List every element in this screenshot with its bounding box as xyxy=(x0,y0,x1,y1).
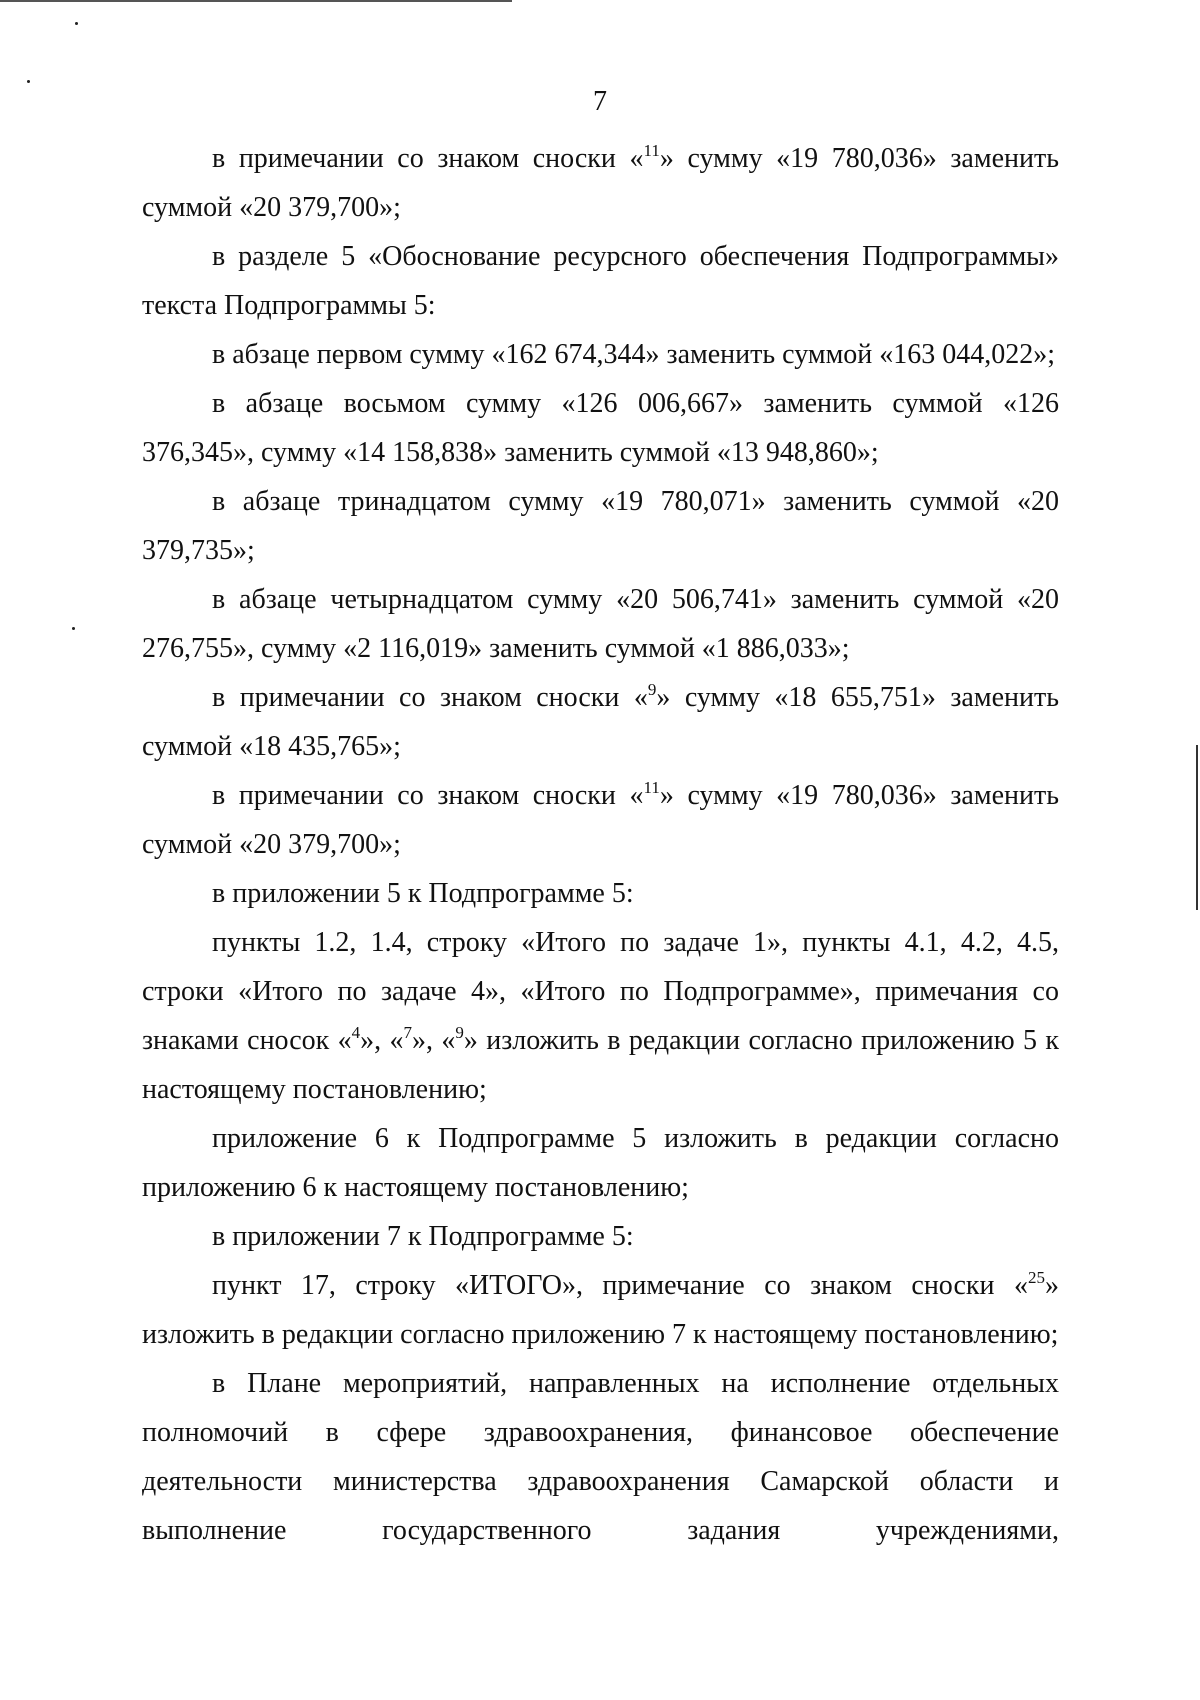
paragraph-text: в примечании со знаком сноски « xyxy=(212,143,644,174)
scan-top-rule xyxy=(0,0,512,2)
paragraph-text: », « xyxy=(360,1025,404,1056)
paragraph xyxy=(142,918,1059,1114)
paragraph xyxy=(142,134,1059,232)
paragraph-text: в примечании со знаком сноски « xyxy=(212,780,644,811)
paragraph-text: » сумму «18 655,751» заменить суммой «18 435,765»; xyxy=(142,682,1059,762)
scan-speck xyxy=(72,627,75,630)
paragraph-text: пункты 1.2, 1.4, строку «Итого по задаче 1», пункты 4.1, 4.2, 4.5, строки «Итого по задаче 4», «Итого по Подпрограмме», примечания со знаками сносок « xyxy=(142,927,1059,1056)
footnote-marker: 4 xyxy=(351,1023,361,1042)
footnote-marker: 9 xyxy=(647,680,657,699)
paragraph-text: приложение 6 к Подпрограмме 5 изложить в редакции согласно приложению 6 к настоящему постановлению; xyxy=(142,1123,1059,1203)
paragraph xyxy=(142,673,1059,771)
paragraph xyxy=(142,575,1059,673)
paragraph-text: » сумму «19 780,036» заменить суммой «20 379,700»; xyxy=(142,143,1059,223)
footnote-marker: 11 xyxy=(643,141,660,160)
paragraph-text: пункт 17, строку «ИТОГО», примечание со знаком сноски « xyxy=(212,1270,1028,1301)
paragraph-text: » сумму «19 780,036» заменить суммой «20 379,700»; xyxy=(142,780,1059,860)
paragraph-text: » изложить в редакции согласно приложению 7 к настоящему постановлению; xyxy=(142,1270,1059,1350)
paragraph xyxy=(142,1359,1059,1555)
page-number: 7 xyxy=(593,86,607,117)
paragraph xyxy=(142,330,1059,379)
paragraph xyxy=(142,232,1059,330)
paragraph-text: в примечании со знаком сноски « xyxy=(212,682,648,713)
footnote-marker: 11 xyxy=(643,778,660,797)
paragraph-text: », « xyxy=(412,1025,456,1056)
paragraph-text: в приложении 5 к Подпрограмме 5: xyxy=(212,878,634,909)
paragraph xyxy=(142,477,1059,575)
paragraph-text: в приложении 7 к Подпрограмме 5: xyxy=(212,1221,634,1252)
scan-speck xyxy=(27,80,30,83)
paragraph xyxy=(142,771,1059,869)
footnote-marker: 25 xyxy=(1028,1268,1045,1287)
paragraph-text: в абзаце восьмом сумму «126 006,667» заменить суммой «126 376,345», сумму «14 158,838» заменить суммой «13 948,860»; xyxy=(142,388,1059,468)
footnote-marker: 7 xyxy=(403,1023,413,1042)
document-body xyxy=(142,134,1059,1555)
paragraph-text: в разделе 5 «Обоснование ресурсного обеспечения Подпрограммы» текста Подпрограммы 5: xyxy=(142,241,1059,321)
paragraph xyxy=(142,1261,1059,1359)
paragraph-text: в Плане мероприятий, направленных на исполнение отдельных полномочий в сфере здравоохранения, финансовое обеспечение деятельности министерства здравоохранения Самарской области и выполнение государственного задания учреждениями, xyxy=(142,1368,1059,1546)
paragraph xyxy=(142,1114,1059,1212)
scan-speck xyxy=(75,22,78,25)
paragraph-text: в абзаце тринадцатом сумму «19 780,071» заменить суммой «20 379,735»; xyxy=(142,486,1059,566)
paragraph xyxy=(142,1212,1059,1261)
paragraph xyxy=(142,869,1059,918)
footnote-marker: 9 xyxy=(455,1023,464,1042)
scan-edge-mark xyxy=(1196,745,1198,910)
paragraph-text: в абзаце первом сумму «162 674,344» заменить суммой «163 044,022»; xyxy=(212,339,1056,370)
paragraph-text: в абзаце четырнадцатом сумму «20 506,741» заменить суммой «20 276,755», сумму «2 116,019» заменить суммой «1 886,033»; xyxy=(142,584,1059,664)
paragraph-text: » изложить в редакции согласно приложению 5 к настоящему постановлению; xyxy=(142,1025,1059,1105)
paragraph xyxy=(142,379,1059,477)
